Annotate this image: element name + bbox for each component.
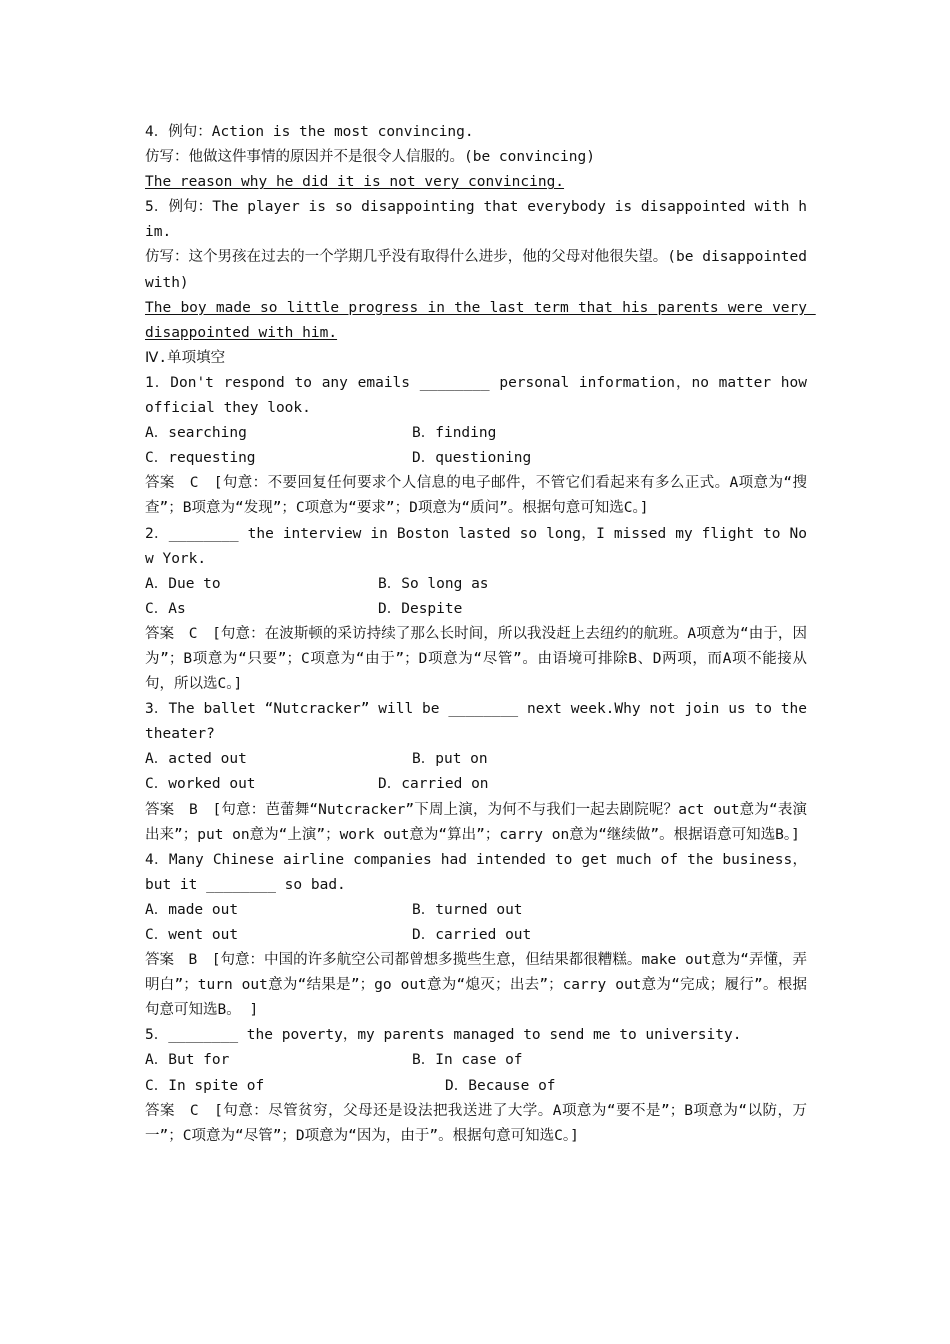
question-2-stem: 2．________ the interview in Boston lasted so long，I missed my flight to Now York. — [145, 525, 807, 567]
option-a: A．searching — [145, 425, 247, 442]
answer-4: The reason why he did it is not very convincing. — [145, 174, 565, 191]
question-5-stem: 5．________ the poverty，my parents managed to send me to university. — [145, 1027, 742, 1044]
question-1-stem: 1．Don't respond to any emails ________ personal information，no matter how official they look. — [145, 374, 816, 417]
option-d: D．Because of — [445, 1077, 556, 1094]
question-4-options-ab — [145, 898, 807, 923]
question-3-options-ab — [145, 747, 807, 772]
question-5-options-ab — [145, 1048, 807, 1073]
example-4: 4．例句：Action is the most convincing. — [145, 124, 474, 140]
option-d: D．carried out — [412, 927, 532, 943]
option-a: A．Due to — [145, 575, 221, 592]
question-1-options-ab — [145, 421, 807, 446]
example-5: 5．例句：The player is so disappointing that everybody is disappointed with him. — [145, 199, 807, 241]
option-a: A．acted out — [145, 751, 247, 768]
document-body — [145, 120, 816, 1149]
imitate-5: 仿写：这个男孩在过去的一个学期几乎没有取得什么进步，他的父母对他很失望。(be disappointed with) — [145, 249, 816, 291]
question-2-options-ab — [145, 572, 807, 597]
question-3-stem: 3．The ballet “Nutcracker” will be ________ next week.Why not join us to the theater? — [145, 701, 816, 743]
option-a: A．But for — [145, 1052, 230, 1069]
option-b: B．In case of — [412, 1052, 523, 1069]
option-c: C．went out — [145, 927, 239, 943]
question-3-answer: 答案 B [句意：芭蕾舞“Nutcracker”下周上演，为何不与我们一起去剧院呢？act out意为“表演出来”；put on意为“上演”；work out意为“算出”；carry on意为“继续做”。根据语意可知选B。] — [145, 801, 807, 843]
question-3-options-cd — [145, 772, 807, 797]
option-c: C．requesting — [145, 450, 256, 467]
section-title: Ⅳ.单项填空 — [145, 349, 226, 366]
question-1-options-cd — [145, 446, 807, 471]
option-d: D．questioning — [412, 450, 532, 467]
option-d: D．carried on — [378, 776, 489, 793]
option-a: A．made out — [145, 901, 239, 918]
option-c: C．In spite of — [145, 1077, 265, 1094]
option-c: C．As — [145, 600, 186, 617]
question-1-answer: 答案 C [句意：不要回复任何要求个人信息的电子邮件，不管它们看起来有多么正式。A项意为“搜查”；B项意为“发现”；C项意为“要求”；D项意为“质问”。根据句意可知选C。] — [145, 475, 807, 517]
question-4-options-cd — [145, 923, 807, 948]
option-b: B．turned out — [412, 901, 523, 918]
question-5-options-cd — [145, 1074, 807, 1099]
option-b: B．So long as — [378, 575, 489, 592]
option-c: C．worked out — [145, 776, 256, 793]
question-4-answer: 答案 B [句意：中国的许多航空公司都曾想多揽些生意，但结果都很糟糕。make out意为“弄懂，弄明白”；turn out意为“结果是”；go out意为“熄灭；出去”；carry out意为“完成；履行”。根据句意可知选B。 ] — [145, 952, 807, 1019]
question-2-answer: 答案 C [句意：在波斯顿的采访持续了那么长时间，所以我没赶上去纽约的航班。A项意为“由于，因为”；B项意为“只要”；C项意为“由于”；D项意为“尽管”。由语境可排除B、D两项，而A项不能接从句，所以选C。] — [145, 625, 807, 693]
question-4-stem: 4．Many Chinese airline companies had intended to get much of the business，but it ________ so bad. — [145, 851, 807, 893]
question-5-answer: 答案 C [句意：尽管贫穷，父母还是设法把我送进了大学。A项意为“要不是”；B项意为“以防，万一”；C项意为“尽管”；D项意为“因为，由于”。根据句意可知选C。] — [145, 1102, 807, 1144]
question-2-options-cd — [145, 597, 807, 622]
imitate-4: 仿写：他做这件事情的原因并不是很令人信服的。(be convincing) — [145, 149, 595, 166]
option-b: B．finding — [412, 425, 497, 442]
answer-5: The boy made so little progress in the last term that his parents were very disappointed with him. — [145, 299, 816, 341]
option-b: B．put on — [412, 751, 488, 768]
option-d: D．Despite — [378, 600, 463, 617]
